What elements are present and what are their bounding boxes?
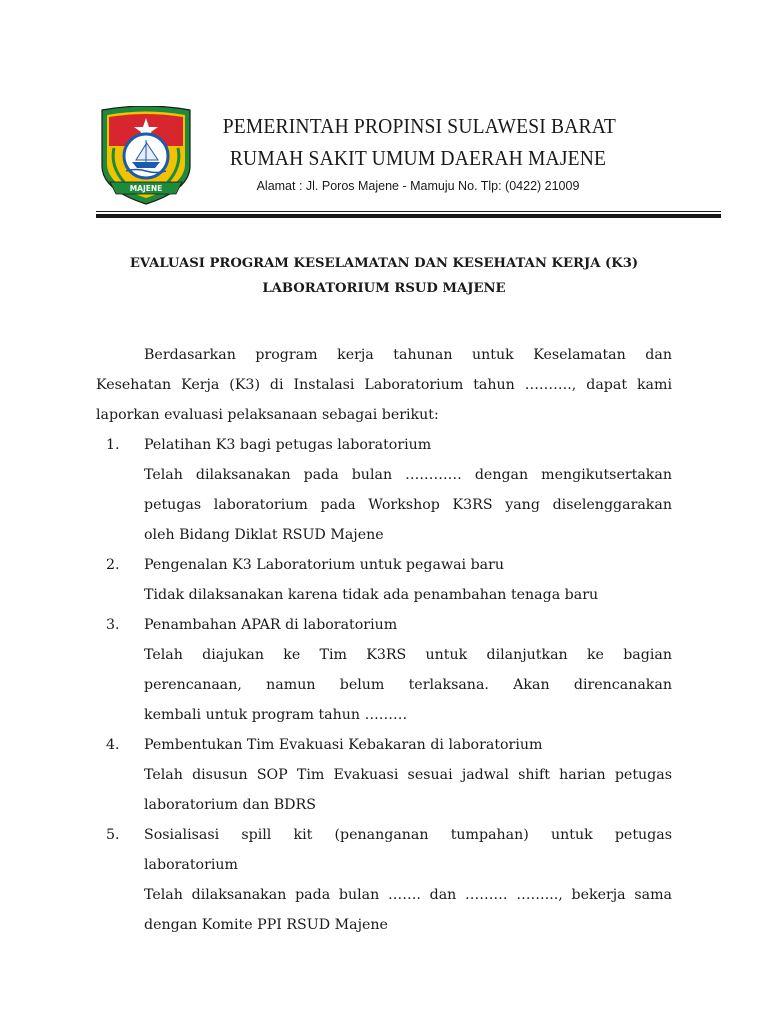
letterhead [96, 100, 721, 220]
item-title: Pelatihan K3 bagi petugas laboratorium [144, 437, 432, 453]
item-description: petugas laboratorium pada Workshop K3RS yang diselenggarakan [144, 497, 672, 513]
intro-paragraph [96, 340, 672, 430]
item-number: 4. [106, 737, 120, 753]
item-title: Sosialisasi spill kit (penanganan tumpahan) untuk petugas [144, 827, 672, 843]
list-item [96, 430, 672, 550]
list-item [96, 610, 672, 730]
intro-line: laporkan evaluasi pelaksanaan sebagai berikut: [96, 407, 439, 423]
item-description: dengan Komite PPI RSUD Majene [144, 917, 388, 933]
list-item [96, 730, 672, 820]
hospital-address: Alamat : Jl. Poros Majene - Mamuju No. Tlp: (0422) 21009 [256, 179, 580, 193]
list-item [96, 550, 672, 610]
item-number: 2. [106, 557, 120, 573]
item-description: Telah dilaksanakan pada bulan ……. dan ……… ……..., bekerja sama [144, 887, 672, 903]
intro-line: Berdasarkan program kerja tahunan untuk Keselamatan dan [144, 347, 672, 363]
item-title: Pengenalan K3 Laboratorium untuk pegawai baru [144, 557, 505, 573]
list-item [96, 820, 672, 940]
item-description: Telah diajukan ke Tim K3RS untuk dilanjutkan ke bagian [144, 647, 672, 663]
item-title: Penambahan APAR di laboratorium [144, 617, 398, 633]
letterhead-rule-thin [96, 211, 721, 212]
majene-emblem-logo [96, 106, 196, 206]
government-name: PEMERINTAH PROPINSI SULAWESI BARAT [222, 114, 616, 138]
document-body [96, 340, 672, 940]
item-title: Pembentukan Tim Evakuasi Kebakaran di laboratorium [144, 737, 543, 753]
title-line-2: LABORATORIUM RSUD MAJENE [262, 281, 506, 296]
item-number: 3. [106, 617, 120, 633]
item-description: oleh Bidang Diklat RSUD Majene [144, 527, 384, 543]
item-description: Telah disusun SOP Tim Evakuasi sesuai jadwal shift harian petugas [144, 767, 672, 783]
item-description: perencanaan, namun belum terlaksana. Akan direncanakan [144, 677, 672, 693]
document-title [0, 256, 768, 296]
item-description: Telah dilaksanakan pada bulan ………… dengan mengikutsertakan [144, 467, 672, 483]
title-line-1: EVALUASI PROGRAM KESELAMATAN DAN KESEHATAN KERJA (K3) [129, 256, 639, 271]
letterhead-rule-thick [96, 214, 721, 218]
item-description: laboratorium dan BDRS [144, 797, 316, 813]
letterhead-text [208, 110, 628, 194]
logo-ribbon-text: MAJENE [129, 184, 163, 193]
item-description: kembali untuk program tahun ……… [144, 707, 408, 723]
item-number: 1. [106, 437, 120, 453]
item-description: Tidak dilaksanakan karena tidak ada penambahan tenaga baru [144, 587, 599, 603]
evaluation-list [96, 430, 672, 940]
hospital-name: RUMAH SAKIT UMUM DAERAH MAJENE [229, 146, 607, 170]
item-number: 5. [106, 827, 120, 843]
item-title: laboratorium [144, 857, 239, 873]
intro-line: Kesehatan Kerja (K3) di Instalasi Laboratorium tahun ………., dapat kami [96, 377, 672, 393]
